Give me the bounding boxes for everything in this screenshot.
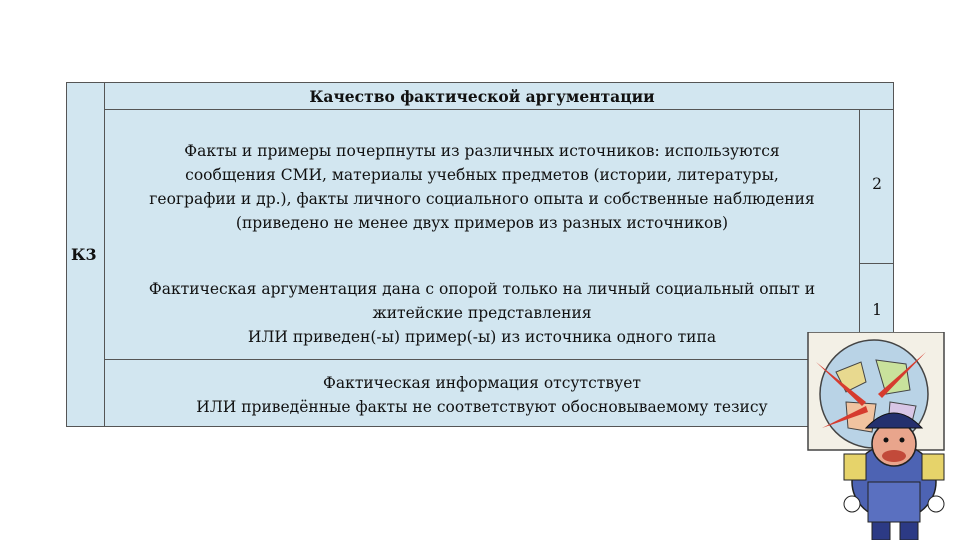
score-column-divider xyxy=(859,109,860,359)
row2-line: житейские представления xyxy=(372,304,592,322)
row1-line: Факты и примеры почерпнуты из различных источников: используются xyxy=(184,142,780,160)
table-header: Качество фактической аргументации xyxy=(309,87,655,106)
row2-score: 1 xyxy=(872,301,882,319)
row2-line: ИЛИ приведен(-ы) пример(-ы) из источника одного типа xyxy=(247,328,717,346)
row2-text xyxy=(105,277,859,349)
row1-line: (приведено не менее двух примеров из разных источников) xyxy=(235,214,729,232)
criteria-table xyxy=(66,82,894,427)
row1-text xyxy=(105,139,859,235)
row1-score-divider xyxy=(859,263,893,264)
cartoon-map-man-illustration xyxy=(806,332,954,540)
header-divider xyxy=(104,109,893,110)
criterion-code: К3 xyxy=(71,245,97,264)
row1-score: 2 xyxy=(872,175,882,193)
row2-divider xyxy=(104,359,893,360)
row1-line: сообщения СМИ, материалы учебных предметов (истории, литературы, xyxy=(185,166,779,184)
row3-line: Фактическая информация отсутствует xyxy=(323,374,641,392)
row1-line: географии и др.), факты личного социального опыта и собственные наблюдения xyxy=(149,190,815,208)
row2-line: Фактическая аргументация дана с опорой только на личный социальный опыт и xyxy=(148,280,816,298)
row3-text xyxy=(105,371,859,419)
row3-line: ИЛИ приведённые факты не соответствуют обосновываемому тезису xyxy=(196,398,768,416)
